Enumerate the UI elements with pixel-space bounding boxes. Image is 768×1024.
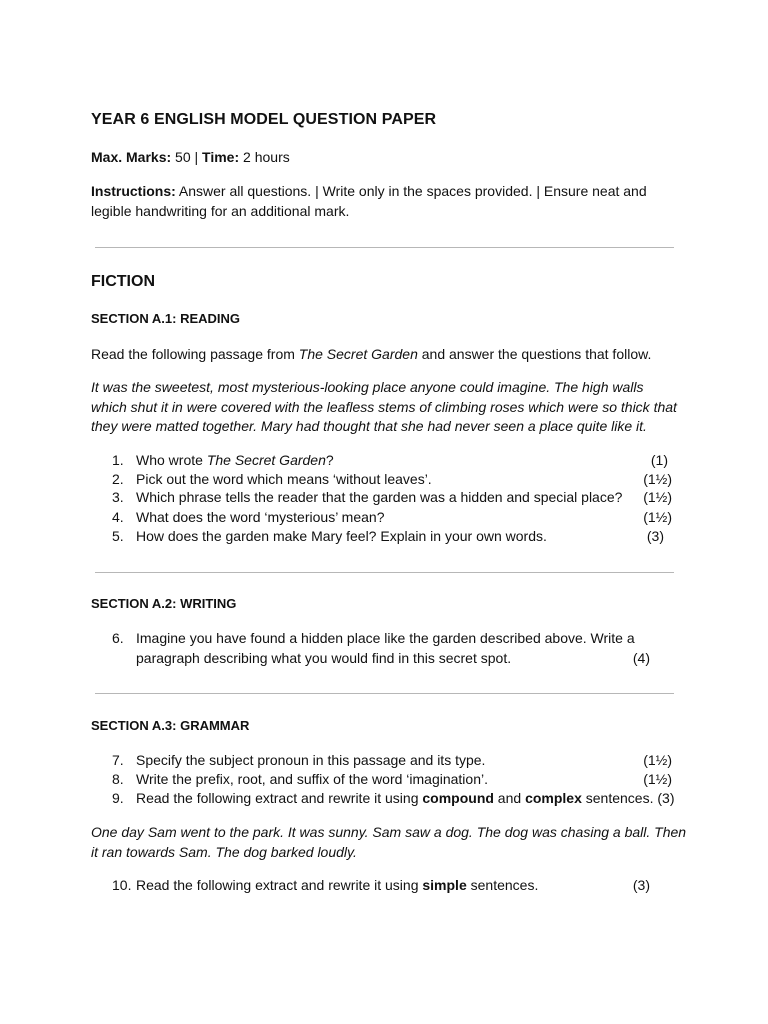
section-a3-heading: SECTION A.3: GRAMMAR [91,718,250,733]
question-number: 2. [112,471,124,487]
q10-before: Read the following extract and rewrite it using [136,877,423,893]
divider [95,572,674,573]
grammar-extract: One day Sam went to the park. It was sunny. Sam saw a dog. The dog was chasing a ball. Then it ran towards Sam. The dog barked loudly. [91,824,687,860]
question-item [112,527,672,546]
instructions [91,182,661,221]
question-item [112,751,672,770]
page-title: YEAR 6 ENGLISH MODEL QUESTION PAPER [91,111,437,128]
question-number: 1. [112,452,124,468]
section-a1-heading: SECTION A.1: READING [91,311,241,326]
divider [95,247,674,248]
question-number: 5. [112,528,124,544]
marks-time-line [91,148,290,167]
time-value: 2 hours [239,149,290,165]
question-marks: (3) [632,877,650,893]
intro-book-title: The Secret Garden [298,346,418,362]
time-label: Time: [202,149,240,165]
question-item [112,508,672,527]
q9-before: Read the following extract and rewrite it using [136,790,423,806]
section-a2-heading: SECTION A.2: WRITING [91,596,237,611]
q1-before: Who wrote [136,452,207,468]
question-marks: (4) [632,650,650,666]
question-item [112,628,672,668]
question-text [136,451,334,470]
reading-passage: It was the sweetest, most mysterious-looking place anyone could imagine. The high walls which shut it in were covered with the leafless stems of climbing roses which were so thick that they were matted together. Mary had thought that she had never seen a place quite like it. [91,379,677,434]
question-text-line1: Imagine you have found a hidden place like the garden described above. Write a [136,630,635,646]
question-marks: (1½) [643,471,672,487]
question-number: 3. [112,489,124,505]
question-number: 8. [112,771,124,787]
question-item [112,770,672,789]
q9-bold-complex: complex [525,790,582,806]
question-number: 9. [112,790,124,806]
question-text: What does the word ‘mysterious’ mean? [136,509,385,525]
divider [95,693,674,694]
question-text [136,789,674,808]
question-number: 4. [112,509,124,525]
q9-after: sentences. (3) [581,790,675,806]
instructions-text: Answer all questions. | Write only in the spaces provided. | Ensure neat and legible handwriting for an additional mark. [91,183,647,219]
q10-bold-simple: simple [422,877,467,893]
question-text [136,876,538,895]
max-marks-value: 50 | [171,149,203,165]
question-marks: (1) [650,452,668,468]
fiction-heading: FICTION [91,273,155,290]
question-text-line2: paragraph describing what you would find in this secret spot. [136,650,512,666]
intro-after: and answer the questions that follow. [417,346,652,362]
question-item [112,789,682,808]
section-a1-intro [91,345,683,365]
intro-before: Read the following passage from [91,346,299,362]
q9-mid: and [493,790,526,806]
question-text: Pick out the word which means ‘without leaves’. [136,471,432,487]
q1-book-title: The Secret Garden [206,452,326,468]
question-text: Write the prefix, root, and suffix of the word ‘imagination’. [136,771,488,787]
question-item [112,876,672,895]
question-item [112,488,672,507]
question-text: How does the garden make Mary feel? Explain in your own words. [136,528,547,544]
question-marks: (1½) [643,752,672,768]
question-text: Specify the subject pronoun in this passage and its type. [136,752,486,768]
question-marks: (1½) [643,771,672,787]
q1-after: ? [325,452,334,468]
max-marks-label: Max. Marks: [91,149,172,165]
question-marks: (1½) [643,489,672,505]
instructions-label: Instructions: [91,183,176,199]
question-number: 7. [112,752,124,768]
question-number: 6. [112,630,124,646]
question-number: 10. [112,877,132,893]
question-item [112,451,672,470]
q10-after: sentences. [466,877,539,893]
question-marks: (1½) [643,509,672,525]
question-item [112,470,672,489]
q9-bold-compound: compound [422,790,494,806]
question-marks: (3) [646,528,664,544]
question-text: Which phrase tells the reader that the garden was a hidden and special place? [136,489,623,505]
